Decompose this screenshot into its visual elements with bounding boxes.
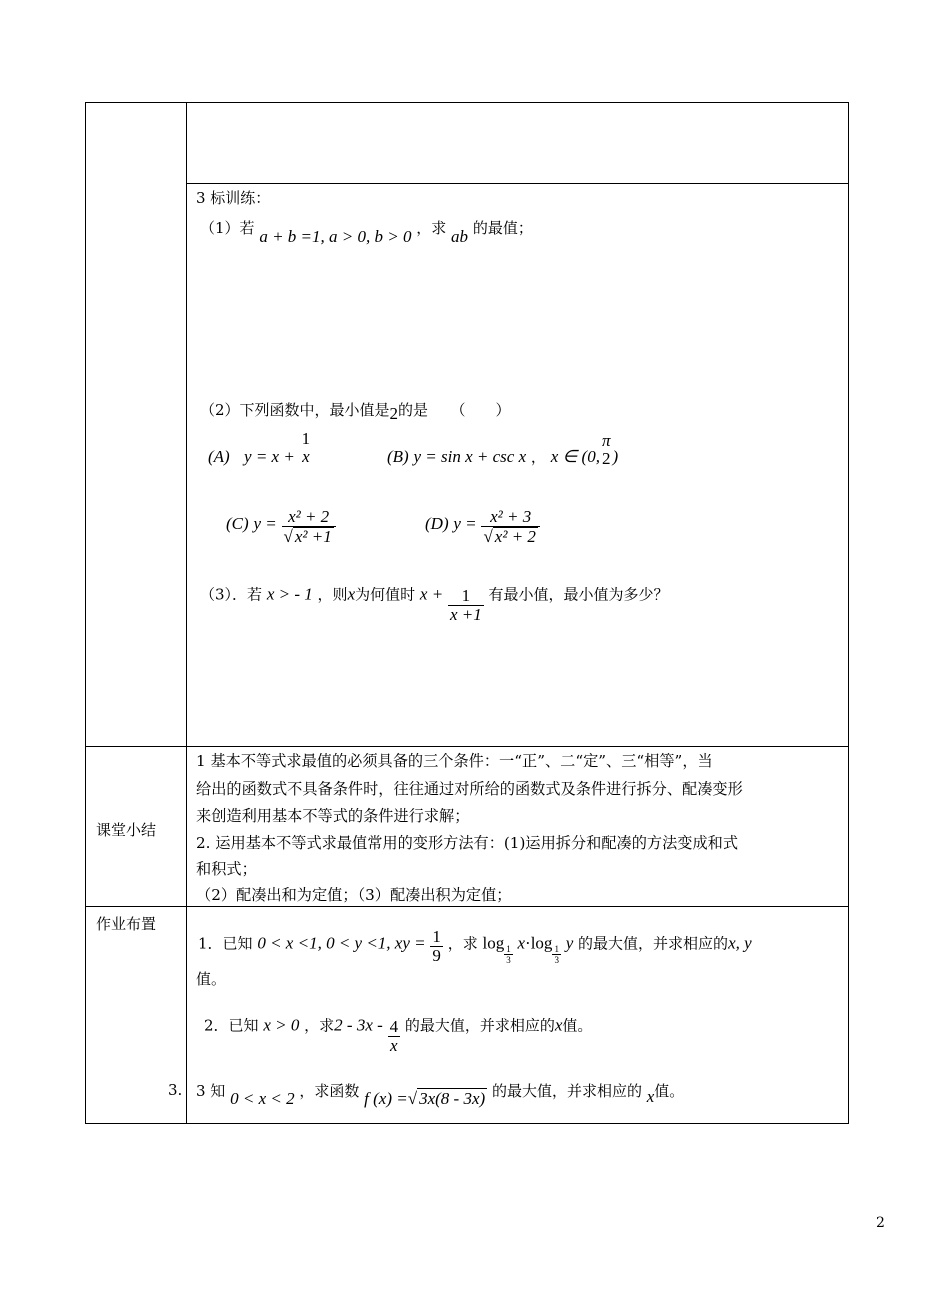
h3-condition: 0 < x < 2 [230,1089,295,1108]
option-c [226,506,336,544]
h1-log: log [482,933,505,953]
summary-line-5: 和积式； [196,860,257,878]
h1-base-den-1: 3 [506,955,511,965]
h2-variable: x [554,1015,563,1035]
q3-fraction [448,587,484,624]
option-b-label: (B) [387,447,409,466]
q3-mid: ，则 [317,585,348,604]
option-b-domain-start: x ∈ (0, [550,447,600,466]
row-divider-summary [85,746,849,747]
h2-prefix: 2．已知 [204,1016,259,1035]
q3-variable: x [347,584,356,604]
q3-condition: x > - 1 [266,584,313,604]
option-d-label: (D) [425,514,449,533]
q1-prefix: （1）若 [200,219,255,237]
h2-denominator: x [390,1036,398,1055]
h3-prefix: 3 知 [196,1082,226,1100]
option-d-radicand: x² + 2 [494,527,536,546]
h3-end: 值。 [654,1082,685,1100]
option-b-fraction [600,432,613,468]
h1-x: x [517,933,526,953]
option-a-fraction [300,430,313,466]
q1-condition: a + b =1, a > 0, b > 0 [259,227,412,246]
q3-denominator: x +1 [449,605,482,624]
page-number: 2 [876,1215,885,1231]
row-divider-top [186,183,849,184]
h2-end: 值。 [562,1016,593,1035]
q2-value: 2 [389,404,399,423]
h2-mid: ，求 [304,1016,335,1035]
option-d-lhs: y = [453,514,477,533]
h1-base-num-2: 1 [554,944,559,954]
homework-3-number: 3. [168,1081,183,1099]
homework-1-end: 值。 [196,970,227,988]
option-c-numerator: x² + 2 [282,508,336,527]
h2-suffix: 的最大值，并求相应的 [404,1016,555,1035]
q3-mid2: 为何值时 [355,585,416,604]
option-b-expression: y = sin x + csc x [413,447,527,466]
h1-vars: x, y [728,933,752,953]
question-1 [200,218,533,246]
option-b-domain-end: ) [612,447,619,466]
h3-radicand: 3x(8 - 3x) [419,1089,486,1108]
q3-numerator: 1 [448,587,484,606]
h1-denominator: 9 [432,946,441,965]
q3-suffix: 有最小值，最小值为多少？ [488,585,669,604]
table-column-divider [186,102,187,1124]
question-3 [200,577,669,624]
option-a-lhs: y = x + [244,447,295,466]
option-b-numerator: π [601,431,611,450]
h1-dot-log: ·log [525,933,553,953]
option-a-denominator: x [302,447,310,466]
option-a-label: (A) [208,447,230,466]
q1-mid: ，求 [416,219,447,237]
h1-suffix: 的最大值，并求相应的 [578,934,729,953]
summary-line-3: 来创造利用基本不等式的条件进行求解； [196,807,470,825]
option-c-lhs: y = [253,514,277,533]
training-title: 3 标训练： [196,189,271,207]
summary-row-label: 课堂小结 [96,821,157,839]
option-c-denominator: √ x² +1 [283,527,332,546]
option-d-fraction [481,508,539,546]
h3-radical: √ 3x(8 - 3x) [407,1089,486,1108]
option-c-label: (C) [226,514,249,533]
h3-suffix: 的最大值，并求相应的 [491,1082,642,1100]
summary-line-4: 2. 运用基本不等式求最值常用的变形方法有：(1)运用拆分和配凑的方法变成和式 [196,834,739,852]
q2-text: （2）下列函数中，最小值是 [200,401,390,419]
homework-2 [204,1008,593,1055]
option-a-numerator: 1 [301,429,311,448]
row-divider-homework [85,906,849,907]
question-2 [200,400,511,423]
q2-suffix: 的是 （ ） [398,401,511,419]
h1-prefix: 1．已知 [198,934,253,953]
option-c-fraction [282,508,336,546]
option-d-denominator: √ x² + 2 [483,527,536,546]
h3-function: f (x) = [364,1089,408,1108]
h1-numerator: 1 [432,927,441,946]
h1-y: y [565,933,574,953]
q3-lhs: x + [419,584,444,604]
h2-condition: x > 0 [263,1015,300,1035]
h1-log-base-1 [504,944,513,965]
summary-line-6: （2）配凑出和为定值；（3）配凑出积为定值； [196,886,512,904]
h1-base-den-2: 3 [554,955,559,965]
h1-log-base-2 [552,944,561,965]
q1-expression: ab [451,227,469,246]
option-b-separator: ， [530,448,546,466]
summary-line-2: 给出的函数式不具备条件时，往往通过对所给的函数式及条件进行拆分、配凑变形 [196,780,743,798]
homework-1 [198,926,752,963]
h2-numerator: 4 [389,1017,399,1036]
h3-mid: ，求函数 [299,1082,360,1100]
option-a [208,429,312,480]
option-d [425,506,540,544]
h1-mid: ，求 [447,934,478,953]
h1-condition: 0 < x <1, 0 < y <1, xy = [257,933,426,953]
homework-row-label: 作业布置 [96,915,157,933]
homework-3 [196,1080,685,1108]
option-b [387,431,619,476]
option-b-denominator: 2 [601,449,611,468]
summary-line-1: 1 基本不等式求最值的必须具备的三个条件：一“正”、二“定”、三“相等”，当 [196,752,713,770]
option-c-radicand: x² +1 [294,527,332,546]
h2-expression: 2 - 3x - [334,1015,383,1035]
h3-variable: x [646,1087,655,1106]
q3-prefix: （3）．若 [200,585,263,604]
q1-suffix: 的最值； [472,219,533,237]
option-d-numerator: x² + 3 [481,508,539,527]
h1-base-num-1: 1 [506,944,511,954]
h1-fraction [430,928,443,965]
h2-fraction [388,1018,401,1055]
